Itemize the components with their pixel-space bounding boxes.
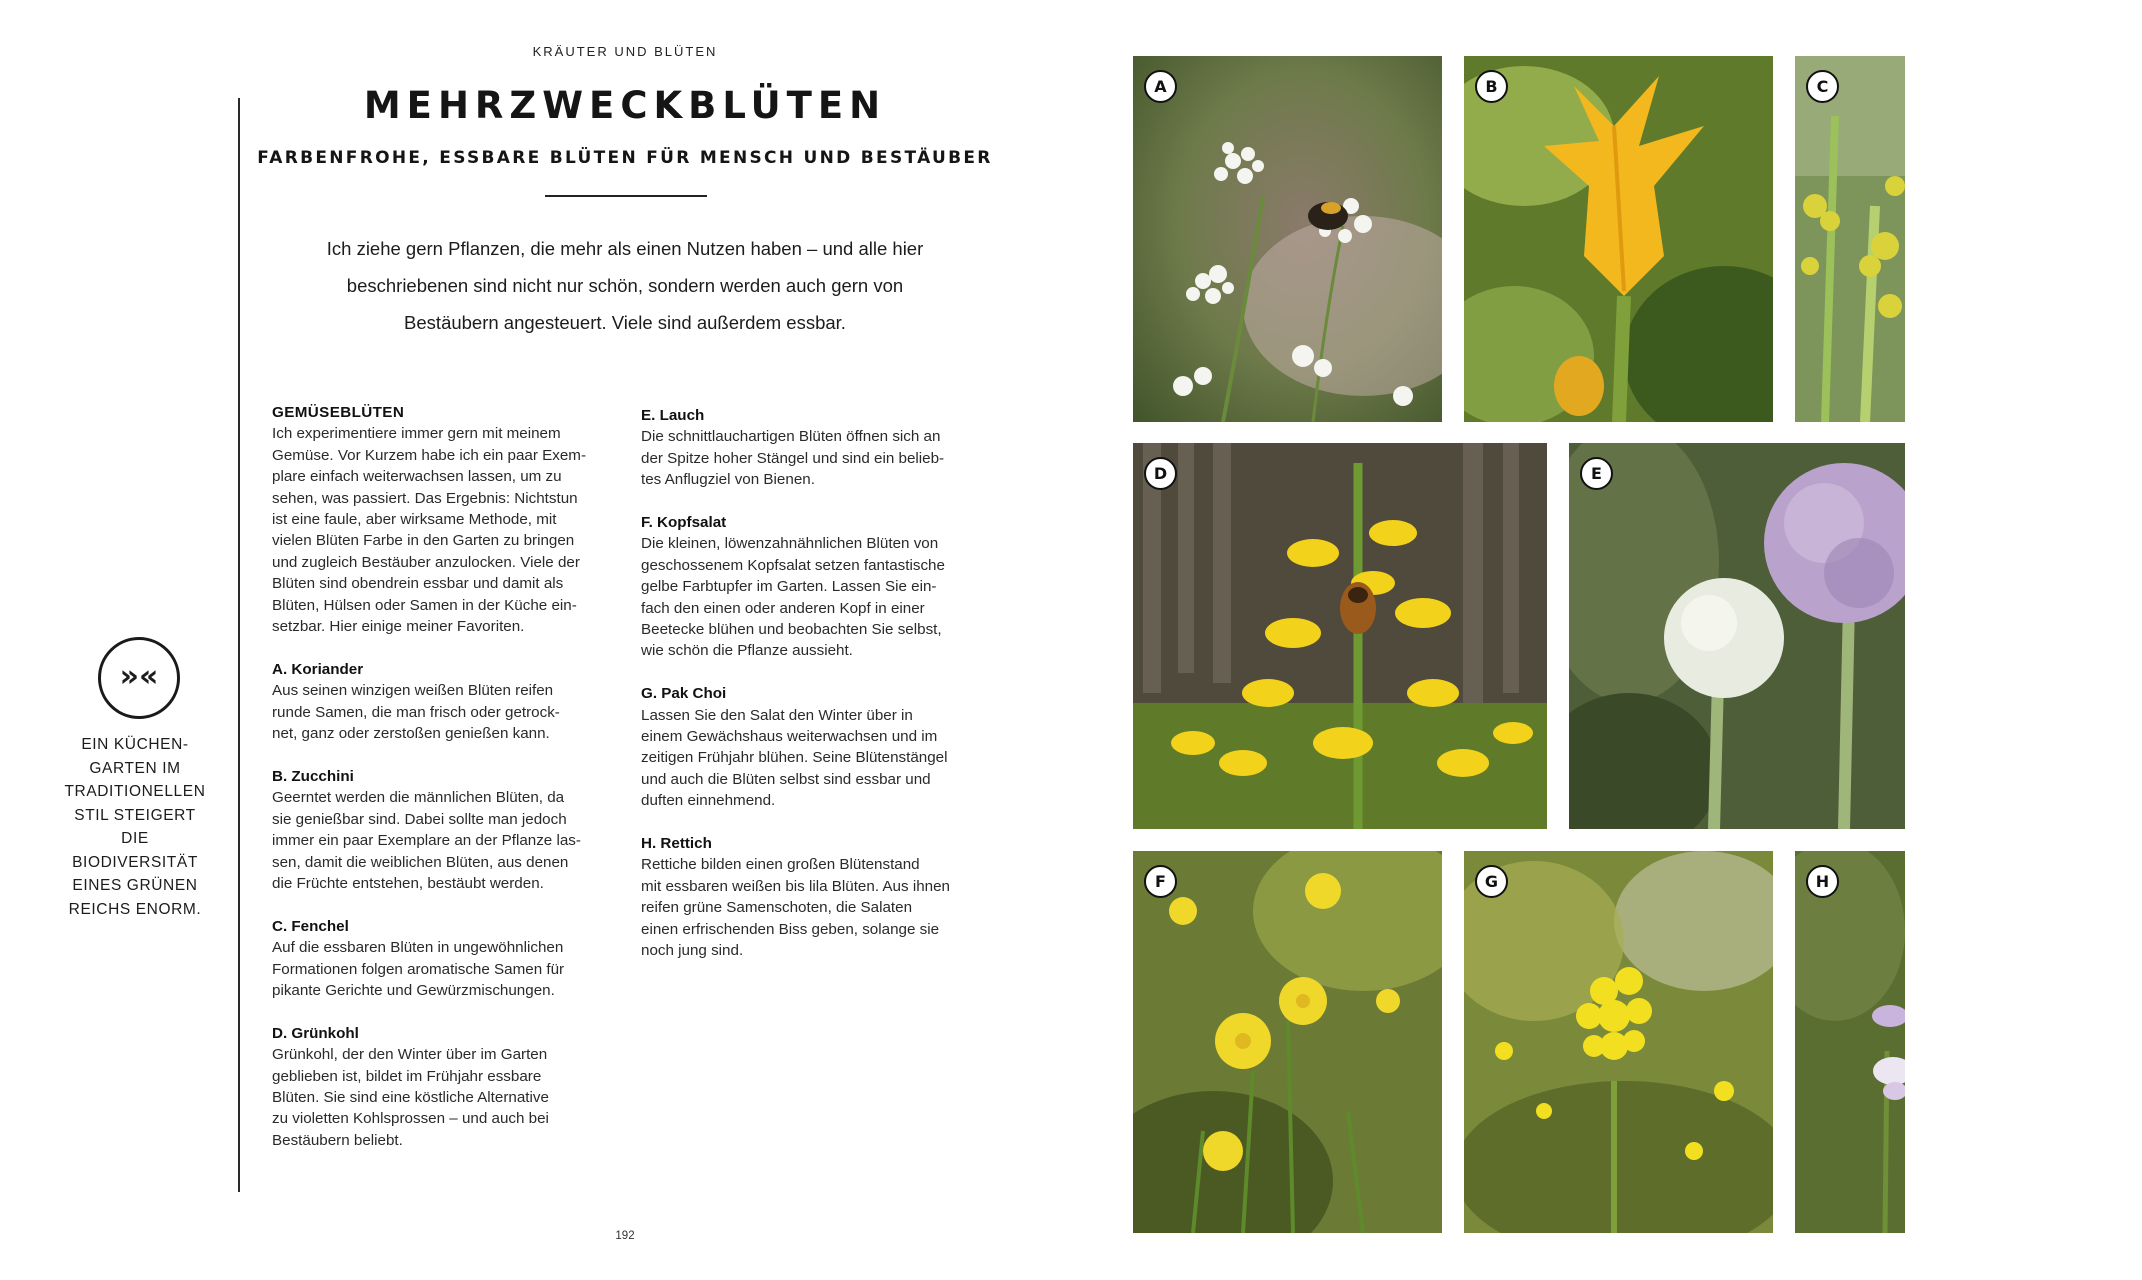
pak-choi-image: [1464, 851, 1773, 1233]
fennel-image: [1795, 56, 1905, 422]
text-column-right: [641, 405, 981, 983]
section-gruenkohl: [272, 1023, 612, 1151]
page-title: MEHRZWECKBLÜTEN: [363, 84, 887, 127]
title-divider: [545, 195, 707, 197]
quote-symbol: »«: [119, 658, 159, 694]
section-heading: B. Zucchini: [272, 767, 354, 785]
section-body: Die schnittlauchartigen Blüten öffnen sich an der Spitze hoher Stängel und sind ein belieb- tes Anflugziel von Bienen.: [641, 428, 945, 489]
photo-label-c: C: [1806, 70, 1839, 103]
photo-f-lettuce: [1133, 851, 1442, 1233]
section-heading: H. Rettich: [641, 835, 712, 853]
section-heading: C. Fenchel: [272, 917, 349, 935]
section-body: Auf die essbaren Blüten in ungewöhnlichen Formationen folgen aromatische Samen für pikante Gerichte und Gewürzmischungen.: [272, 939, 565, 999]
photo-label-e: E: [1580, 457, 1613, 490]
section-body: Grünkohl, der den Winter über im Garten geblieben ist, bildet im Frühjahr essbare Blüten. Sie sind eine köstliche Alternative zu violetten Kohlsprossen – und auch bei Bestäubern beliebt.: [272, 1046, 549, 1149]
quote-icon: [98, 637, 180, 719]
side-note: EIN KÜCHEN-GARTEN IM TRADITIONELLEN STIL STEIGERT DIE BIODIVERSITÄT EINES GRÜNEN REICHS ENORM.: [64, 736, 206, 918]
photo-g-pak-choi: [1464, 851, 1773, 1233]
section-koriander: [272, 659, 612, 745]
section-heading: A. Koriander: [272, 660, 364, 678]
section-heading: G. Pak Choi: [641, 685, 727, 703]
leek-image: [1569, 443, 1905, 829]
section-body: Lassen Sie den Salat den Winter über in einem Gewächshaus weiterwachsen und im zeitigen Frühjahr blühen. Seine Blütenstängel und auch die Blüten selbst sind essbar und duften einnehmend.: [641, 706, 948, 810]
photo-c-fennel: [1795, 56, 1905, 422]
section-heading: E. Lauch: [641, 407, 705, 424]
section-body: Rettiche bilden einen großen Blütenstand mit essbaren weißen bis lila Blüten. Aus ihnen reifen grüne Samenschoten, die Salaten einen erfrischenden Biss geben, solange sie noch jung sind.: [641, 856, 950, 960]
photo-d-kale: [1133, 443, 1547, 829]
running-head: KRÄUTER UND BLÜTEN: [532, 44, 718, 59]
radish-image: [1795, 851, 1905, 1233]
zucchini-image: [1464, 56, 1773, 422]
text-column-left: [272, 402, 612, 1173]
vertical-rule: [238, 98, 240, 1192]
section-body: Aus seinen winzigen weißen Blüten reifen runde Samen, die man frisch oder getrock- net, ganz oder zerstoßen genießen kann.: [272, 682, 560, 743]
intro-text: Ich ziehe gern Pflanzen, die mehr als einen Nutzen haben – und alle hier beschriebenen sind nicht nur schön, sondern werden auch gern von Bestäubern angesteuert. Viele sind außerdem essbar.: [326, 238, 924, 333]
photo-a-coriander: [1133, 56, 1442, 422]
section-pak-choi: [641, 683, 981, 811]
section-fenchel: [272, 916, 612, 1002]
photo-e-leek: [1569, 443, 1905, 829]
photo-label-d: D: [1144, 457, 1177, 490]
photo-label-a: A: [1144, 70, 1177, 103]
photo-h-radish: [1795, 851, 1905, 1233]
section-kopfsalat: [641, 512, 981, 662]
kale-image: [1133, 443, 1547, 829]
section-rettich: [641, 833, 981, 961]
photo-label-b: B: [1475, 70, 1508, 103]
page-number: 192: [615, 1230, 635, 1242]
section-zucchini: [272, 766, 612, 894]
page-subtitle: FARBENFROHE, ESSBARE BLÜTEN FÜR MENSCH UND BESTÄUBER: [257, 148, 993, 168]
section-body: Geerntet werden die männlichen Blüten, da sie genießbar sind. Dabei sollte man jedoch immer ein paar Exemplare an der Pflanze las- sen, damit die weiblichen Blüten, aus denen die Früchte entstehen, bestäubt werden.: [272, 789, 581, 892]
section-body: Ich experimentiere immer gern mit meinem Gemüse. Vor Kurzem habe ich ein paar Exem- plare einfach weiterwachsen lassen, um zu sehen, was passiert. Das Ergebnis: Nichtstun ist eine faule, aber wirksame Methode, mit vielen Blüten Farbe in den Garten zu bringen und zugleich Bestäuber anzulocken. Viele der Blüten sind obendrein essbar und damit als Blüten, Hülsen oder Samen in der Küche ein- setzbar. Hier einige meiner Favoriten.: [272, 425, 587, 636]
section-heading: D. Grünkohl: [272, 1024, 359, 1042]
coriander-image: [1133, 56, 1442, 422]
photo-label-g: G: [1475, 865, 1508, 898]
section-heading: GEMÜSEBLÜTEN: [272, 404, 405, 421]
section-gemueseblueten: [272, 402, 612, 637]
section-body: Die kleinen, löwenzahnähnlichen Blüten von geschossenem Kopfsalat setzen fantastische gelbe Farbtupfer im Garten. Lassen Sie ein- fach den einen oder anderen Kopf in einer Beetecke blühen und beobachten Sie selbst, wie schön die Pflanze aussieht.: [641, 535, 945, 660]
section-lauch: [641, 405, 981, 491]
section-heading: F. Kopfsalat: [641, 514, 727, 532]
photo-b-zucchini: [1464, 56, 1773, 422]
photo-label-f: F: [1144, 865, 1177, 898]
lettuce-image: [1133, 851, 1442, 1233]
photo-label-h: H: [1806, 865, 1839, 898]
